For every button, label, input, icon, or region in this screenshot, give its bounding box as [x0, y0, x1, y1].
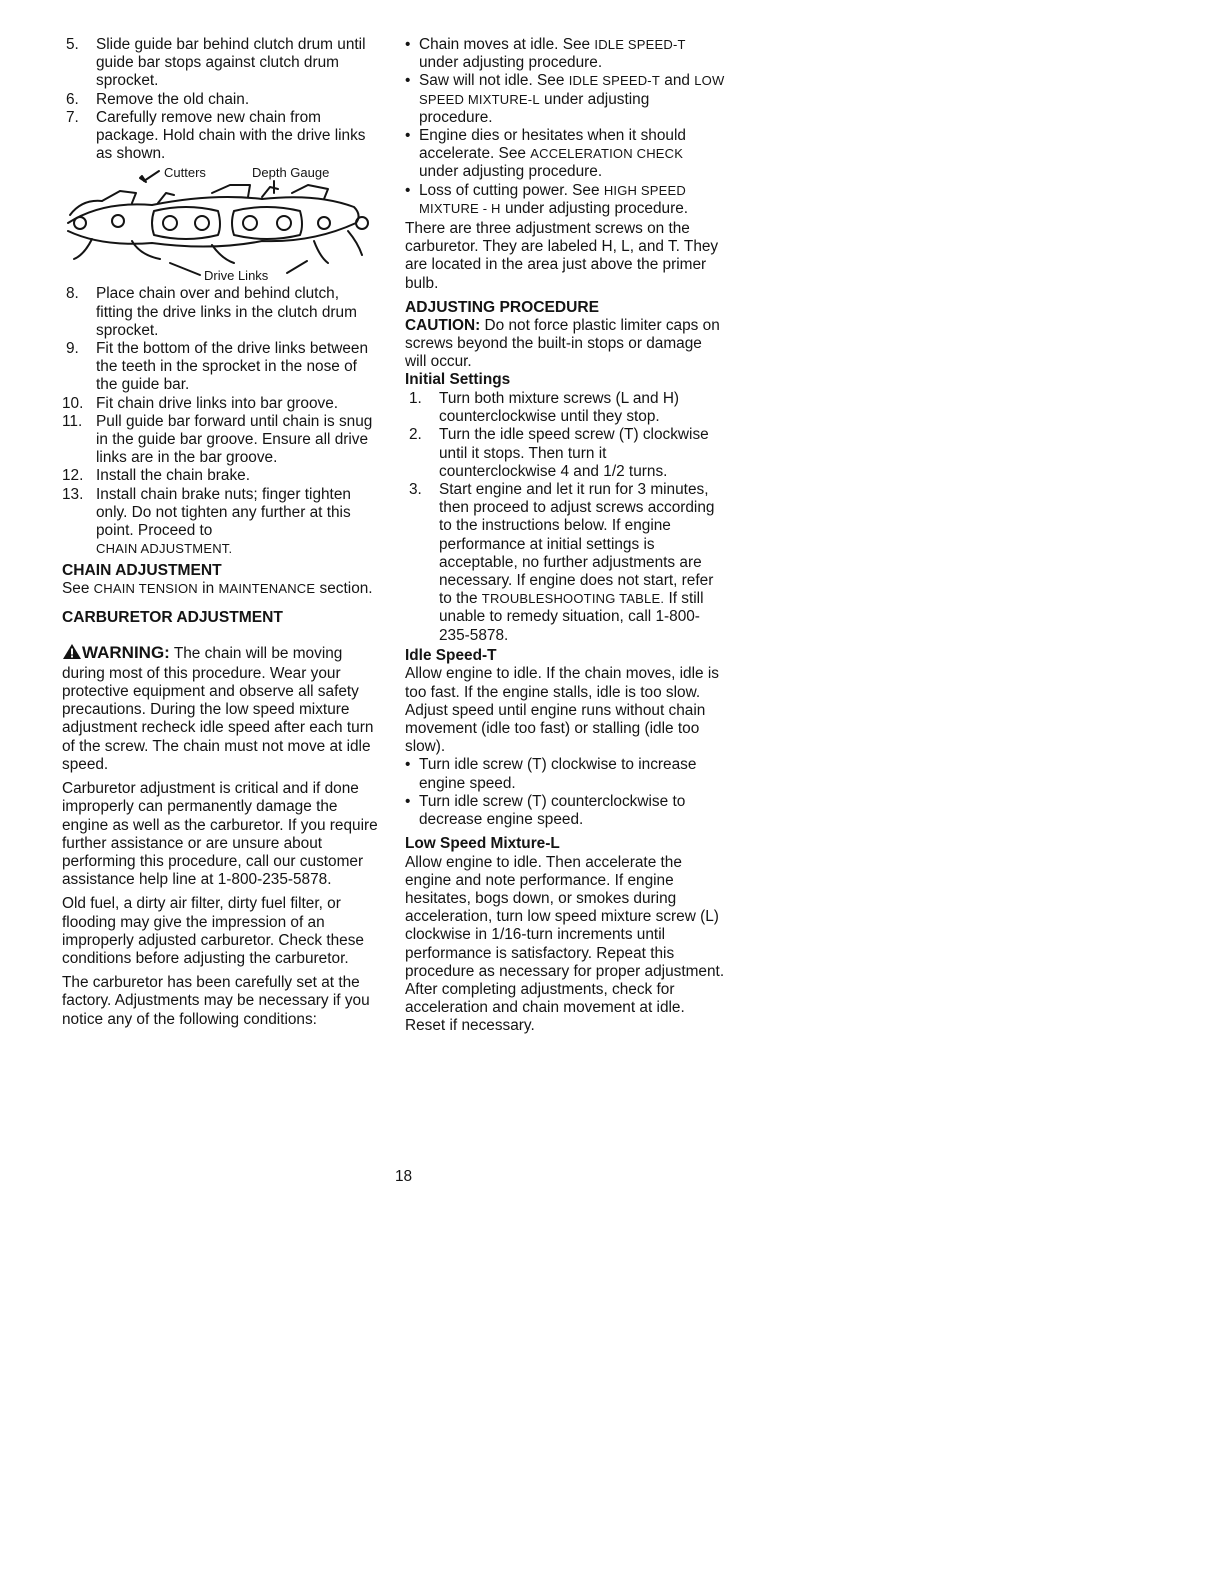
list-item: 1. Turn both mixture screws (L and H) counterclockwise until they stop. [409, 389, 680, 426]
chain-adjustment-heading: CHAIN ADJUSTMENT [62, 562, 222, 580]
initial-settings-heading: Initial Settings [405, 371, 511, 389]
idle-bullets [405, 756, 725, 829]
list-item: • Saw will not idle. See IDLE SPEED-T and LOW SPEED MIXTURE-L under adjusting procedure. [405, 72, 725, 126]
caution-label: CAUTION: [405, 316, 481, 334]
steps-list-b [62, 285, 380, 558]
saw-chain-illustration [62, 163, 380, 283]
list-item: 6. Remove the old chain. [66, 90, 250, 108]
figure-label-drive-links: Drive Links [204, 268, 269, 284]
page-number: 18 [395, 1168, 413, 1185]
caution-paragraph [405, 317, 725, 372]
list-item: 5. Slide guide bar behind clutch drum until guide bar stops against clutch drum sprocket. [66, 36, 366, 90]
list-item: 9. Fit the bottom of the drive links between the teeth in the sprocket in the nose of the guide bar. [66, 340, 369, 394]
idle-speed-heading: Idle Speed-T [405, 646, 497, 664]
low-speed-heading: Low Speed Mixture-L [405, 835, 560, 853]
warning-triangle-icon [62, 643, 82, 665]
carb-paragraph-2: Old fuel, a dirty air filter, dirty fuel filter, or flooding may give the impression of an improperly adjusted carburetor. Check these conditions before adjusting the carburetor. [62, 895, 364, 967]
list-item: • Chain moves at idle. See IDLE SPEED-T under adjusting procedure. [405, 36, 686, 72]
figure-label-cutters: Cutters [164, 165, 206, 181]
chain-adjustment-text: See CHAIN TENSION in MAINTENANCE section. [62, 580, 373, 598]
list-item: 7. Carefully remove new chain from package. Hold chain with the drive links as shown. [66, 108, 366, 163]
warning-text: The chain will be moving during most of this procedure. Wear your protective equipment and observe all safety precautions. During the low speed mixture adjustment recheck idle speed after each turn of the screw. The chain must not move at idle speed. [62, 644, 374, 773]
adjusting-procedure-heading: ADJUSTING PROCEDURE [405, 298, 600, 316]
warning-paragraph [62, 643, 380, 774]
warning-label: WARNING: [82, 642, 170, 662]
cross-reference: TROUBLESHOOTING TABLE. [481, 591, 665, 607]
list-item: • Engine dies or hesitates when it should accelerate. See ACCELERATION CHECK under adjusting procedure. [405, 127, 686, 181]
figure-label-depth-gauge: Depth Gauge [252, 165, 330, 181]
carburetor-adjustment-heading: CARBURETOR ADJUSTMENT [62, 608, 283, 626]
list-item: 10. Fit chain drive links into bar groove. [62, 394, 339, 412]
screws-paragraph: There are three adjustment screws on the carburetor. They are labeled H, L, and T. They are located in the area just above the primer bulb. [405, 220, 719, 292]
list-item: • Loss of cutting power. See HIGH SPEED MIXTURE - H under adjusting procedure. [405, 181, 689, 217]
carb-paragraph-3: The carburetor has been carefully set at the factory. Adjustments may be necessary if you notice any of the following conditions: [62, 974, 370, 1028]
caution-text: Do not force plastic limiter caps on screws beyond the built-in stops or damage will occur. [405, 316, 720, 371]
list-item: 2. Turn the idle speed screw (T) clockwise until it stops. Then turn it counterclockwise 4 and 1/2 turns. [409, 426, 709, 480]
low-speed-text: Allow engine to idle. Then accelerate the engine and note performance. If engine hesitates, bogs down, or smokes during acceleration, turn low speed mixture screw (L) clockwise in 1/16-turn increments until performance is satisfactory. Repeat this procedure as necessary for proper adjustment. After completing adjustments, check for acceleration and chain movement at idle. Reset if necessary. [405, 853, 725, 1035]
list-item: • Turn idle screw (T) counterclockwise to decrease engine speed. [405, 792, 686, 828]
list-item: 3. Start engine and let it run for 3 minutes, then proceed to adjust screws according to the instructions below. If engine performance at initial settings is acceptable, no further adjustments are necessary. If engine does not start, refer to the TROUBLESHOOTING TABLE. If still unable to remedy situation, call 1-800-235-5878. [409, 480, 715, 644]
conditions-list [405, 36, 725, 218]
carb-paragraph-1: Carburetor adjustment is critical and if done improperly can permanently damage the engine as well as the carburetor. If you require further assistance or are unsure about performing this procedure, call our customer assistance help line at 1-800-235-5878. [62, 780, 378, 889]
right-column [405, 36, 725, 1036]
list-item: 13. Install chain brake nuts; finger tighten only. Do not tighten any further at this point. Proceed to CHAIN ADJUSTMENT. [62, 485, 351, 557]
steps-list-a [62, 36, 380, 163]
list-item: • Turn idle screw (T) clockwise to increase engine speed. [405, 756, 697, 792]
initial-settings-list [405, 390, 725, 645]
list-item: 11. Pull guide bar forward until chain is snug in the guide bar groove. Ensure all drive links are in the bar groove. [62, 412, 373, 467]
list-item: 12. Install the chain brake. [62, 467, 250, 485]
list-item: 8. Place chain over and behind clutch, fitting the drive links in the clutch drum sprocket. [66, 285, 357, 339]
left-column [62, 36, 380, 1029]
cross-reference: CHAIN ADJUSTMENT. [96, 541, 233, 557]
idle-speed-text: Allow engine to idle. If the chain moves, idle is too fast. If the engine stalls, idle is too slow. Adjust speed until engine runs without chain movement (idle too fast) or stalling (idle too slow). [405, 665, 719, 756]
